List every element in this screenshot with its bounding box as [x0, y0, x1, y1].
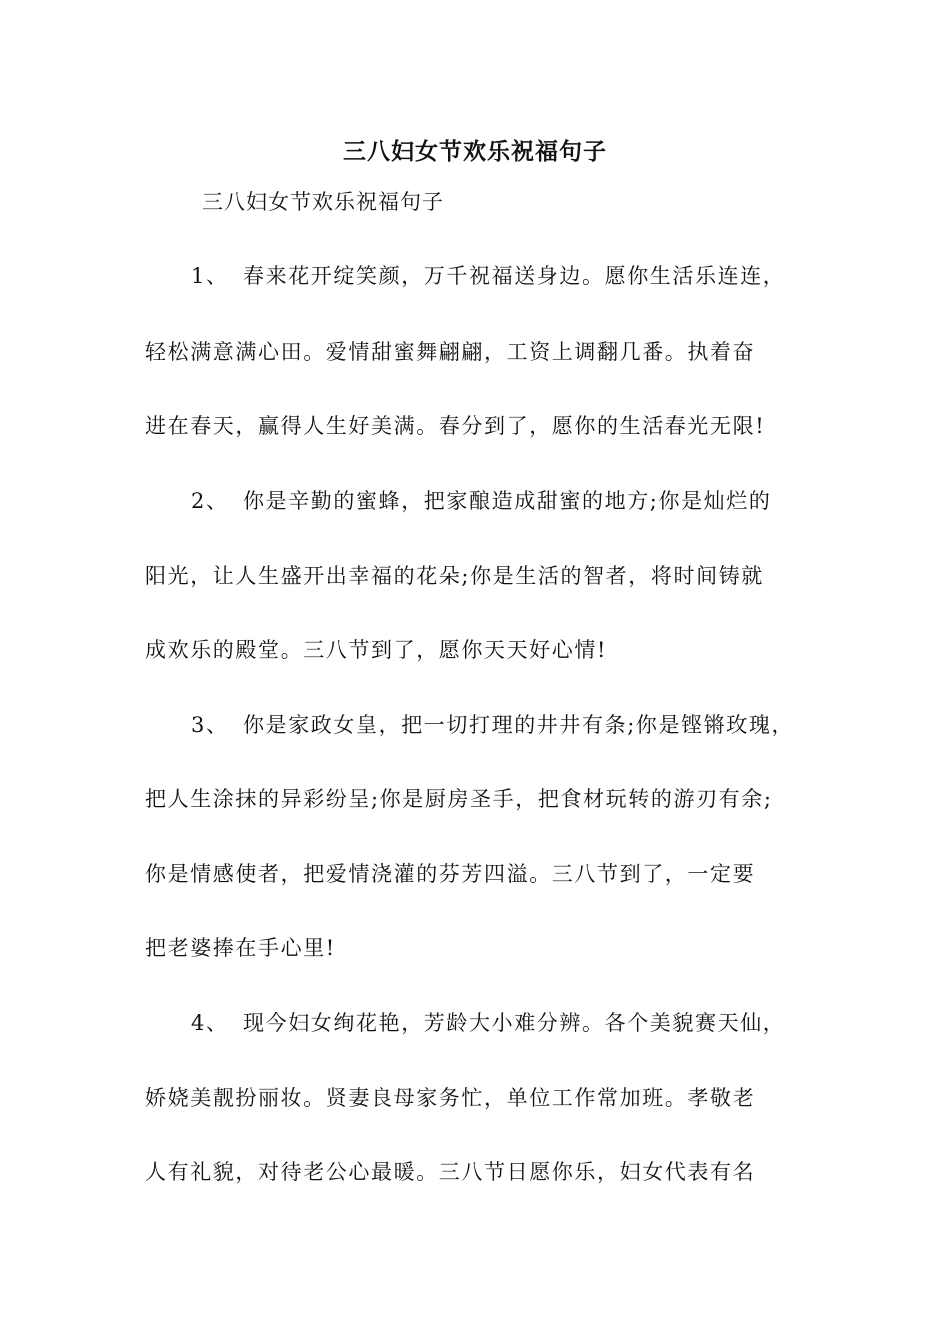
text-line [145, 558, 835, 594]
line-text: 成欢乐的殿堂。三八节到了，愿你天天好心情! [145, 638, 608, 662]
line-text: 进在春天，赢得人生好美满。春分到了，愿你的生活春光无限! [145, 414, 766, 438]
text-line [145, 781, 835, 817]
item-number: 4、 [191, 1011, 229, 1035]
text-line [145, 408, 835, 444]
document-subtitle: 三八妇女节欢乐祝福句子 [202, 190, 444, 214]
line-text: 轻松满意满心田。爱情甜蜜舞翩翩，工资上调翻几番。执着奋 [145, 340, 756, 364]
text-line [145, 1005, 835, 1041]
line-text: 把老婆捧在手心里! [145, 936, 336, 960]
text-line [145, 334, 835, 370]
text-line [145, 856, 835, 892]
document-title: 三八妇女节欢乐祝福句子 [343, 138, 607, 165]
line-text: 人有礼貌，对待老公心最暖。三八节日愿你乐，妇女代表有名 [145, 1160, 756, 1184]
line-text: 你是家政女皇，把一切打理的井井有条;你是铿锵玫瑰， [243, 713, 795, 737]
line-text: 春来花开绽笑颜，万千祝福送身边。愿你生活乐连连， [243, 264, 786, 288]
text-line [145, 1154, 835, 1190]
line-text: 阳光，让人生盛开出幸福的花朵;你是生活的智者，将时间铸就 [145, 564, 764, 588]
item-number: 3、 [191, 713, 229, 737]
text-line [145, 930, 835, 966]
text-line [145, 483, 835, 519]
text-line [145, 258, 835, 294]
line-text: 现今妇女绚花艳，芳龄大小难分辨。各个美貌赛天仙， [243, 1011, 786, 1035]
item-number: 2、 [191, 489, 229, 513]
item-number: 1、 [191, 264, 229, 288]
text-line [145, 632, 835, 668]
text-line [145, 1080, 835, 1116]
line-text: 把人生涂抹的异彩纷呈;你是厨房圣手，把食材玩转的游刃有余; [145, 787, 773, 811]
line-text: 娇娆美靓扮丽妆。贤妻良母家务忙，单位工作常加班。孝敬老 [145, 1086, 756, 1110]
line-text: 你是情感使者，把爱情浇灌的芬芳四溢。三八节到了，一定要 [145, 862, 756, 886]
line-text: 你是辛勤的蜜蜂，把家酿造成甜蜜的地方;你是灿烂的 [243, 489, 772, 513]
text-line [145, 707, 835, 743]
